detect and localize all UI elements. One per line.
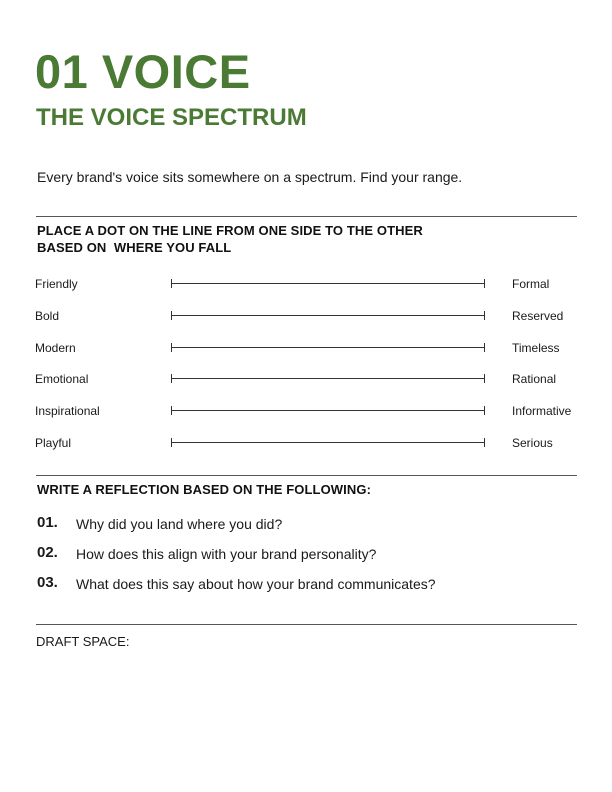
spectrum-left-label: Modern	[35, 341, 76, 355]
spectrum-right-label: Reserved	[512, 309, 564, 323]
divider-bottom	[36, 624, 577, 625]
draft-space-label: DRAFT SPACE:	[36, 634, 130, 649]
page-subtitle: THE VOICE SPECTRUM	[36, 104, 307, 131]
spectrum-line-bar	[171, 347, 485, 348]
spectrum-row-inspirational-informative	[0, 403, 612, 421]
spectrum-line-bar	[171, 410, 485, 411]
divider-middle	[36, 475, 577, 476]
spectrum-right-label: Rational	[512, 372, 557, 386]
spectrum-line-bar	[171, 378, 485, 379]
spectrum-line-end-tick	[484, 279, 485, 288]
spectrum-instruction-line1: PLACE A DOT ON THE LINE FROM ONE SIDE TO THE OTHER	[37, 223, 423, 238]
spectrum-line-end-tick	[484, 374, 485, 383]
spectrum-line-start-tick	[171, 343, 172, 352]
spectrum-left-label: Bold	[35, 309, 60, 323]
question-number: 01.	[37, 514, 58, 531]
spectrum-line-start-tick	[171, 311, 172, 320]
reflection-heading: WRITE A REFLECTION BASED ON THE FOLLOWING:	[37, 482, 371, 497]
spectrum-line[interactable]	[171, 438, 485, 448]
spectrum-line-start-tick	[171, 406, 172, 415]
spectrum-instructions	[37, 222, 423, 256]
spectrum-left-label: Emotional	[35, 372, 89, 386]
question-text: Why did you land where you did?	[76, 516, 283, 532]
spectrum-line-start-tick	[171, 279, 172, 288]
spectrum-line[interactable]	[171, 279, 485, 289]
spectrum-line[interactable]	[171, 343, 485, 353]
spectrum-right-label: Informative	[512, 404, 572, 418]
question-text: What does this say about how your brand communicates?	[76, 576, 436, 592]
spectrum-line[interactable]	[171, 374, 485, 384]
spectrum-right-label: Formal	[512, 277, 550, 291]
divider-top	[36, 216, 577, 217]
draft-space-area[interactable]	[36, 654, 577, 774]
spectrum-line-start-tick	[171, 374, 172, 383]
spectrum-line-end-tick	[484, 343, 485, 352]
spectrum-row-friendly-formal	[0, 276, 612, 294]
spectrum-right-label: Serious	[512, 436, 553, 450]
spectrum-line[interactable]	[171, 406, 485, 416]
question-number: 02.	[37, 544, 58, 561]
question-text: How does this align with your brand personality?	[76, 546, 377, 562]
intro-text: Every brand's voice sits somewhere on a spectrum. Find your range.	[37, 169, 463, 185]
question-number: 03.	[37, 574, 58, 591]
page-title: 01 VOICE	[35, 45, 251, 98]
spectrum-instruction-line2: BASED ON WHERE YOU FALL	[37, 240, 232, 255]
spectrum-row-emotional-rational	[0, 371, 612, 389]
spectrum-line-bar	[171, 442, 485, 443]
spectrum-row-modern-timeless	[0, 340, 612, 358]
spectrum-right-label: Timeless	[512, 341, 560, 355]
spectrum-line-end-tick	[484, 438, 485, 447]
spectrum-left-label: Friendly	[35, 277, 78, 291]
spectrum-line-end-tick	[484, 406, 485, 415]
spectrum-line-bar	[171, 315, 485, 316]
spectrum-left-label: Inspirational	[35, 404, 100, 418]
spectrum-line-bar	[171, 283, 485, 284]
spectrum-line-end-tick	[484, 311, 485, 320]
spectrum-row-bold-reserved	[0, 308, 612, 326]
spectrum-left-label: Playful	[35, 436, 72, 450]
spectrum-line-start-tick	[171, 438, 172, 447]
spectrum-row-playful-serious	[0, 435, 612, 453]
spectrum-line[interactable]	[171, 311, 485, 321]
